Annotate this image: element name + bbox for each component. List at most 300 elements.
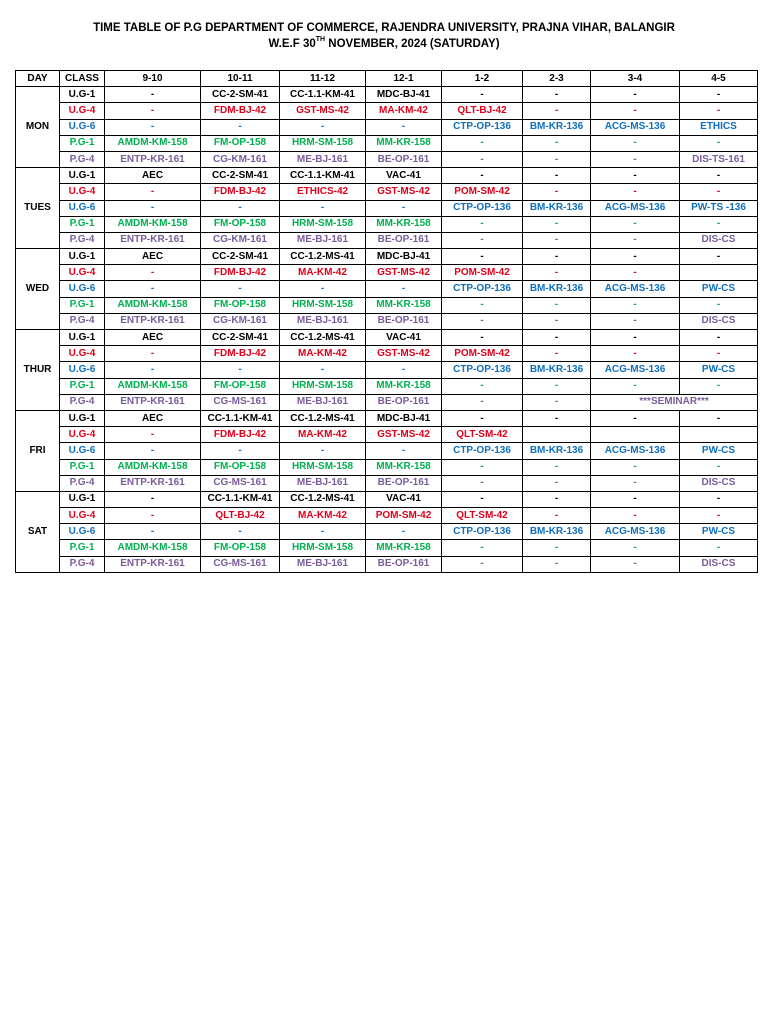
day-cell: MON — [16, 119, 60, 135]
slot-cell: DIS-CS — [680, 475, 758, 491]
slot-cell: - — [523, 216, 591, 232]
slot-cell: - — [523, 378, 591, 394]
table-row — [16, 475, 758, 491]
slot-cell: MA-KM-42 — [366, 103, 442, 119]
slot-cell: POM-SM-42 — [442, 184, 523, 200]
header-slot: 3-4 — [591, 71, 680, 87]
slot-cell: - — [591, 168, 680, 184]
slot-cell: VAC-41 — [366, 330, 442, 346]
day-cell — [16, 491, 60, 507]
slot-cell: - — [201, 200, 280, 216]
slot-cell: - — [680, 410, 758, 426]
slot-cell: MM-KR-158 — [366, 216, 442, 232]
slot-cell: ME-BJ-161 — [280, 151, 366, 167]
slot-cell: - — [442, 330, 523, 346]
slot-cell: POM-SM-42 — [442, 346, 523, 362]
slot-cell: - — [105, 491, 201, 507]
slot-cell: - — [523, 87, 591, 103]
class-cell: U.G-6 — [60, 200, 105, 216]
slot-cell: CTP-OP-136 — [442, 119, 523, 135]
slot-cell: - — [680, 87, 758, 103]
slot-cell: MM-KR-158 — [366, 135, 442, 151]
slot-cell: - — [442, 313, 523, 329]
table-row — [16, 427, 758, 443]
slot-cell: POM-SM-42 — [366, 508, 442, 524]
day-cell — [16, 427, 60, 443]
slot-cell: CG-MS-161 — [201, 556, 280, 572]
slot-cell: MDC-BJ-41 — [366, 410, 442, 426]
class-cell: P.G-1 — [60, 459, 105, 475]
slot-cell: ME-BJ-161 — [280, 475, 366, 491]
table-row — [16, 378, 758, 394]
slot-cell: - — [680, 168, 758, 184]
slot-cell: - — [523, 491, 591, 507]
class-cell: U.G-4 — [60, 427, 105, 443]
table-row — [16, 232, 758, 248]
slot-cell — [680, 427, 758, 443]
slot-cell: PW-CS — [680, 362, 758, 378]
header-slot: 9-10 — [105, 71, 201, 87]
slot-cell: BM-KR-136 — [523, 281, 591, 297]
slot-cell: DIS-TS-161 — [680, 151, 758, 167]
header-class: CLASS — [60, 71, 105, 87]
slot-cell: - — [366, 119, 442, 135]
header-slot: 2-3 — [523, 71, 591, 87]
slot-cell: ENTP-KR-161 — [105, 394, 201, 410]
header-day: DAY — [16, 71, 60, 87]
slot-cell: - — [523, 508, 591, 524]
slot-cell: PW-CS — [680, 281, 758, 297]
slot-cell: PW-CS — [680, 443, 758, 459]
class-cell: P.G-4 — [60, 556, 105, 572]
slot-cell: - — [105, 362, 201, 378]
slot-cell: ETHICS — [680, 119, 758, 135]
slot-cell: FM-OP-158 — [201, 540, 280, 556]
slot-cell: QLT-SM-42 — [442, 427, 523, 443]
slot-cell: - — [105, 103, 201, 119]
slot-cell: - — [442, 135, 523, 151]
day-cell — [16, 410, 60, 426]
day-cell — [16, 151, 60, 167]
slot-cell: - — [591, 475, 680, 491]
slot-cell: CC-1.2-MS-41 — [280, 330, 366, 346]
slot-cell: - — [680, 540, 758, 556]
slot-cell: - — [442, 249, 523, 265]
slot-cell: - — [591, 378, 680, 394]
slot-cell: ACG-MS-136 — [591, 443, 680, 459]
table-row — [16, 184, 758, 200]
table-row — [16, 135, 758, 151]
class-cell: U.G-6 — [60, 119, 105, 135]
header-slot: 11-12 — [280, 71, 366, 87]
slot-cell: - — [591, 151, 680, 167]
class-cell: U.G-4 — [60, 508, 105, 524]
day-cell — [16, 103, 60, 119]
class-cell: P.G-4 — [60, 394, 105, 410]
class-cell: P.G-1 — [60, 378, 105, 394]
slot-cell: HRM-SM-158 — [280, 378, 366, 394]
slot-cell: CC-1.2-MS-41 — [280, 249, 366, 265]
class-cell: U.G-4 — [60, 184, 105, 200]
table-row — [16, 540, 758, 556]
slot-cell: CC-1.1-KM-41 — [201, 410, 280, 426]
slot-cell: MDC-BJ-41 — [366, 87, 442, 103]
slot-cell: - — [442, 216, 523, 232]
timetable — [15, 70, 758, 573]
slot-cell: - — [680, 378, 758, 394]
slot-cell: - — [591, 313, 680, 329]
day-cell: SAT — [16, 524, 60, 540]
slot-cell: - — [280, 281, 366, 297]
table-row — [16, 394, 758, 410]
slot-cell — [680, 265, 758, 281]
slot-cell: - — [442, 87, 523, 103]
slot-cell: MM-KR-158 — [366, 378, 442, 394]
slot-cell: - — [591, 508, 680, 524]
slot-cell: - — [280, 200, 366, 216]
slot-cell: BM-KR-136 — [523, 524, 591, 540]
slot-cell: VAC-41 — [366, 491, 442, 507]
slot-cell: - — [591, 540, 680, 556]
slot-cell: QLT-BJ-42 — [442, 103, 523, 119]
slot-cell: - — [280, 362, 366, 378]
slot-cell: - — [680, 184, 758, 200]
table-row — [16, 281, 758, 297]
slot-cell: - — [442, 232, 523, 248]
day-cell — [16, 249, 60, 265]
class-cell: P.G-1 — [60, 540, 105, 556]
header-slot: 1-2 — [442, 71, 523, 87]
slot-cell: - — [591, 87, 680, 103]
slot-cell: - — [591, 410, 680, 426]
slot-cell: - — [442, 378, 523, 394]
day-cell — [16, 556, 60, 572]
slot-cell: - — [523, 410, 591, 426]
slot-cell: HRM-SM-158 — [280, 540, 366, 556]
slot-cell: - — [523, 556, 591, 572]
day-cell — [16, 459, 60, 475]
class-cell: P.G-1 — [60, 135, 105, 151]
table-row — [16, 330, 758, 346]
slot-cell: AMDM-KM-158 — [105, 135, 201, 151]
slot-cell: - — [591, 346, 680, 362]
slot-cell: - — [523, 103, 591, 119]
day-cell — [16, 378, 60, 394]
table-row — [16, 491, 758, 507]
class-cell: U.G-1 — [60, 249, 105, 265]
slot-cell: BE-OP-161 — [366, 313, 442, 329]
timetable-body — [16, 87, 758, 573]
table-row — [16, 200, 758, 216]
slot-cell: POM-SM-42 — [442, 265, 523, 281]
class-cell: U.G-6 — [60, 362, 105, 378]
slot-cell: MM-KR-158 — [366, 540, 442, 556]
slot-cell: - — [523, 265, 591, 281]
slot-cell: - — [523, 151, 591, 167]
slot-cell: - — [680, 508, 758, 524]
slot-cell: BE-OP-161 — [366, 394, 442, 410]
slot-cell: - — [591, 330, 680, 346]
class-cell: U.G-4 — [60, 265, 105, 281]
table-row — [16, 168, 758, 184]
slot-cell: - — [680, 346, 758, 362]
slot-cell: FDM-BJ-42 — [201, 427, 280, 443]
slot-cell: - — [366, 524, 442, 540]
slot-cell: - — [442, 297, 523, 313]
slot-cell: ACG-MS-136 — [591, 200, 680, 216]
slot-cell: - — [680, 330, 758, 346]
slot-cell: GST-MS-42 — [366, 184, 442, 200]
slot-cell: - — [105, 119, 201, 135]
slot-cell: BM-KR-136 — [523, 443, 591, 459]
slot-cell: BE-OP-161 — [366, 556, 442, 572]
slot-cell: ENTP-KR-161 — [105, 475, 201, 491]
slot-cell: FDM-BJ-42 — [201, 103, 280, 119]
table-row — [16, 346, 758, 362]
day-cell — [16, 168, 60, 184]
slot-cell: - — [523, 297, 591, 313]
slot-cell: - — [366, 200, 442, 216]
slot-cell: FDM-BJ-42 — [201, 265, 280, 281]
day-cell — [16, 475, 60, 491]
table-row — [16, 103, 758, 119]
header-slot: 12-1 — [366, 71, 442, 87]
table-row — [16, 362, 758, 378]
slot-cell: - — [105, 524, 201, 540]
slot-cell: - — [591, 184, 680, 200]
slot-cell: ENTP-KR-161 — [105, 151, 201, 167]
class-cell: P.G-1 — [60, 297, 105, 313]
slot-cell: - — [442, 475, 523, 491]
slot-cell: AMDM-KM-158 — [105, 459, 201, 475]
slot-cell: - — [591, 135, 680, 151]
subtitle-date-ordinal: TH — [315, 36, 326, 43]
slot-cell: ACG-MS-136 — [591, 119, 680, 135]
slot-cell: - — [523, 184, 591, 200]
day-cell: THUR — [16, 362, 60, 378]
slot-cell: BM-KR-136 — [523, 362, 591, 378]
slot-cell: CG-MS-161 — [201, 394, 280, 410]
slot-cell: - — [105, 265, 201, 281]
slot-cell: AEC — [105, 249, 201, 265]
class-cell: P.G-4 — [60, 151, 105, 167]
day-cell: WED — [16, 281, 60, 297]
slot-cell: - — [680, 103, 758, 119]
day-cell — [16, 540, 60, 556]
slot-cell: - — [201, 362, 280, 378]
slot-cell: MM-KR-158 — [366, 459, 442, 475]
slot-cell: - — [523, 313, 591, 329]
slot-cell: AMDM-KM-158 — [105, 540, 201, 556]
slot-cell: - — [591, 491, 680, 507]
slot-cell: GST-MS-42 — [366, 427, 442, 443]
day-cell — [16, 346, 60, 362]
slot-cell: - — [680, 135, 758, 151]
slot-cell: AMDM-KM-158 — [105, 216, 201, 232]
slot-cell: AEC — [105, 330, 201, 346]
slot-cell: FM-OP-158 — [201, 459, 280, 475]
slot-cell: GST-MS-42 — [280, 103, 366, 119]
slot-cell: - — [591, 216, 680, 232]
document-title: TIME TABLE OF P.G DEPARTMENT OF COMMERCE, RAJENDRA UNIVERSITY, PRAJNA VIHAR, BALANGIR — [93, 22, 675, 34]
day-cell — [16, 265, 60, 281]
slot-cell: CC-2-SM-41 — [201, 249, 280, 265]
slot-cell: VAC-41 — [366, 168, 442, 184]
class-cell: U.G-6 — [60, 281, 105, 297]
slot-cell: CTP-OP-136 — [442, 443, 523, 459]
slot-cell: BE-OP-161 — [366, 475, 442, 491]
slot-cell: GST-MS-42 — [366, 346, 442, 362]
day-cell — [16, 135, 60, 151]
slot-cell: HRM-SM-158 — [280, 216, 366, 232]
day-cell — [16, 184, 60, 200]
class-cell: P.G-4 — [60, 232, 105, 248]
slot-cell: AEC — [105, 410, 201, 426]
slot-cell: - — [366, 443, 442, 459]
class-cell: P.G-1 — [60, 216, 105, 232]
slot-cell: MDC-BJ-41 — [366, 249, 442, 265]
slot-cell: - — [523, 475, 591, 491]
slot-cell: MA-KM-42 — [280, 508, 366, 524]
slot-cell: - — [680, 249, 758, 265]
slot-cell: - — [105, 427, 201, 443]
slot-cell: CC-1.2-MS-41 — [280, 491, 366, 507]
document-subtitle — [0, 38, 768, 50]
slot-cell: - — [591, 297, 680, 313]
day-cell: TUES — [16, 200, 60, 216]
table-row — [16, 556, 758, 572]
slot-cell: PW-TS -136 — [680, 200, 758, 216]
slot-cell: BE-OP-161 — [366, 151, 442, 167]
slot-cell: ACG-MS-136 — [591, 524, 680, 540]
slot-cell: ME-BJ-161 — [280, 313, 366, 329]
slot-cell: - — [442, 556, 523, 572]
slot-cell: - — [366, 281, 442, 297]
slot-cell: - — [201, 119, 280, 135]
table-row — [16, 313, 758, 329]
slot-cell: - — [105, 87, 201, 103]
slot-cell: QLT-BJ-42 — [201, 508, 280, 524]
day-cell — [16, 216, 60, 232]
slot-cell: - — [442, 540, 523, 556]
slot-cell: - — [680, 216, 758, 232]
slot-cell: - — [591, 103, 680, 119]
slot-cell: BM-KR-136 — [523, 119, 591, 135]
slot-cell: CC-1.1-KM-41 — [280, 87, 366, 103]
slot-cell: FM-OP-158 — [201, 297, 280, 313]
header-row — [16, 71, 758, 87]
slot-cell — [591, 427, 680, 443]
slot-cell: - — [523, 346, 591, 362]
class-cell: P.G-4 — [60, 475, 105, 491]
slot-cell: DIS-CS — [680, 313, 758, 329]
slot-cell: - — [105, 443, 201, 459]
day-cell — [16, 394, 60, 410]
table-row — [16, 87, 758, 103]
slot-cell: ENTP-KR-161 — [105, 556, 201, 572]
slot-cell: CC-2-SM-41 — [201, 330, 280, 346]
table-row — [16, 249, 758, 265]
table-row — [16, 459, 758, 475]
slot-cell: CG-KM-161 — [201, 313, 280, 329]
slot-cell: - — [523, 232, 591, 248]
slot-cell: - — [442, 410, 523, 426]
slot-cell: - — [105, 508, 201, 524]
slot-cell: - — [201, 524, 280, 540]
table-row — [16, 151, 758, 167]
slot-cell: MA-KM-42 — [280, 346, 366, 362]
class-cell: U.G-1 — [60, 168, 105, 184]
slot-cell: MM-KR-158 — [366, 297, 442, 313]
slot-cell: FM-OP-158 — [201, 135, 280, 151]
day-cell — [16, 313, 60, 329]
table-row — [16, 508, 758, 524]
day-cell: FRI — [16, 443, 60, 459]
table-row — [16, 265, 758, 281]
slot-cell: CTP-OP-136 — [442, 281, 523, 297]
seminar-cell: ***SEMINAR*** — [591, 394, 758, 410]
slot-cell: MA-KM-42 — [280, 265, 366, 281]
table-row — [16, 119, 758, 135]
slot-cell: CC-1.1-KM-41 — [280, 168, 366, 184]
slot-cell: CG-MS-161 — [201, 475, 280, 491]
slot-cell: FM-OP-158 — [201, 378, 280, 394]
slot-cell: - — [105, 184, 201, 200]
slot-cell: CTP-OP-136 — [442, 200, 523, 216]
slot-cell: - — [680, 297, 758, 313]
slot-cell: ME-BJ-161 — [280, 556, 366, 572]
slot-cell: - — [201, 443, 280, 459]
table-row — [16, 443, 758, 459]
slot-cell: AEC — [105, 168, 201, 184]
class-cell: U.G-1 — [60, 330, 105, 346]
slot-cell: - — [523, 540, 591, 556]
slot-cell: AMDM-KM-158 — [105, 297, 201, 313]
slot-cell: - — [442, 168, 523, 184]
slot-cell: - — [523, 249, 591, 265]
slot-cell: FDM-BJ-42 — [201, 184, 280, 200]
slot-cell: - — [591, 459, 680, 475]
slot-cell: ME-BJ-161 — [280, 232, 366, 248]
slot-cell: ACG-MS-136 — [591, 281, 680, 297]
slot-cell: - — [105, 281, 201, 297]
slot-cell: - — [680, 491, 758, 507]
header-slot: 4-5 — [680, 71, 758, 87]
slot-cell: HRM-SM-158 — [280, 459, 366, 475]
slot-cell — [523, 427, 591, 443]
slot-cell: - — [523, 168, 591, 184]
class-cell: U.G-4 — [60, 103, 105, 119]
slot-cell: - — [523, 394, 591, 410]
slot-cell: - — [442, 459, 523, 475]
slot-cell: CC-1.2-MS-41 — [280, 410, 366, 426]
slot-cell: GST-MS-42 — [366, 265, 442, 281]
class-cell: U.G-1 — [60, 87, 105, 103]
class-cell: U.G-4 — [60, 346, 105, 362]
table-row — [16, 410, 758, 426]
slot-cell: CG-KM-161 — [201, 232, 280, 248]
slot-cell: - — [442, 151, 523, 167]
table-row — [16, 297, 758, 313]
class-cell: U.G-6 — [60, 443, 105, 459]
slot-cell: - — [591, 249, 680, 265]
slot-cell: FM-OP-158 — [201, 216, 280, 232]
day-cell — [16, 297, 60, 313]
slot-cell: - — [366, 362, 442, 378]
slot-cell: - — [680, 459, 758, 475]
slot-cell: CC-1.1-KM-41 — [201, 491, 280, 507]
slot-cell: CTP-OP-136 — [442, 524, 523, 540]
